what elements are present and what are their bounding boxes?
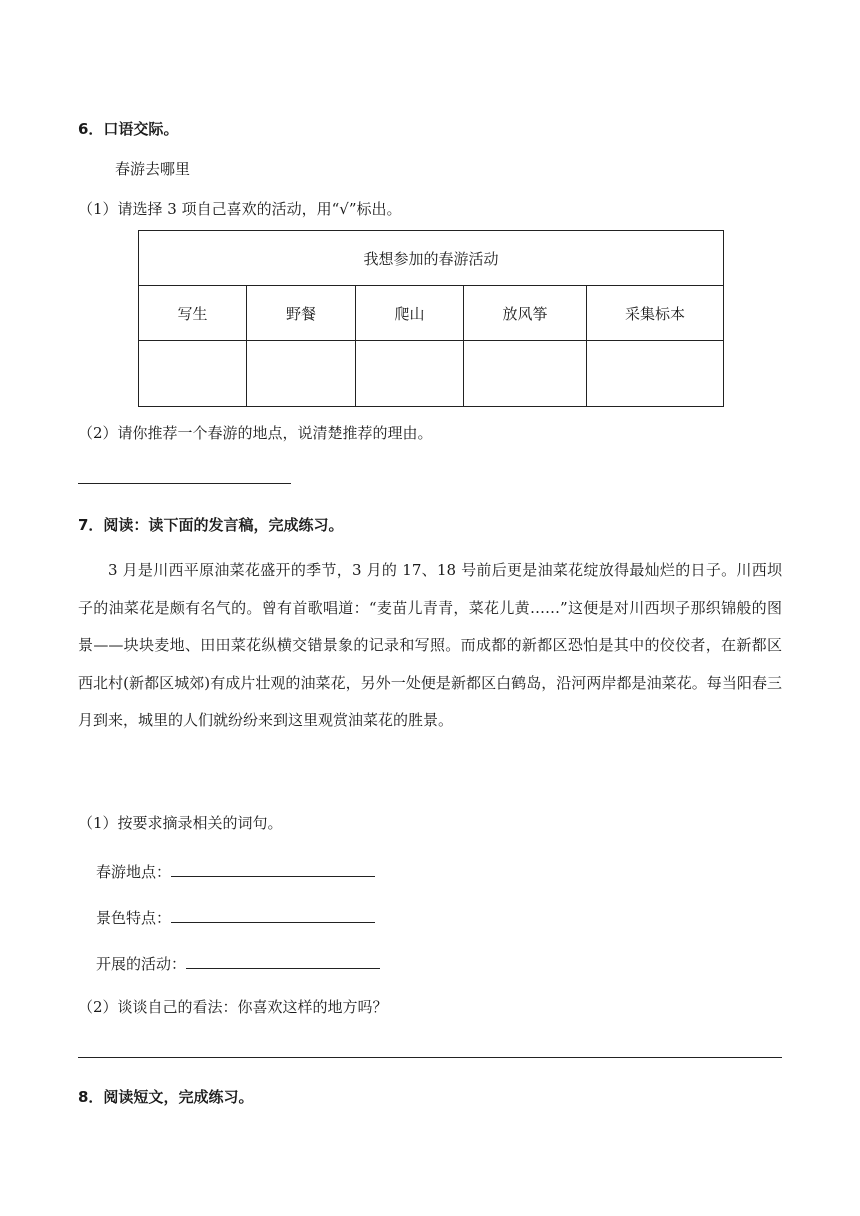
passage-text: 3 月是川西平原油菜花盛开的季节，3 月的 17、18 号前后更是油菜花绽放得最灿烂的日子。川西坝子的油菜花是颇有名气的。曾有首歌唱道：“麦苗儿青青，菜花儿黄……”这便是对川西坝子那织锦般的图景——块块麦地、田田菜花纵横交错景象的记录和写照。而成都的新都区恐怕是其中的佼佼者，在新都区西北村(新都区城郊)有成片壮观的油菜花，另外一处便是新都区白鹤岛，沿河两岸都是油菜花。每当阳春三月到来，城里的人们就纷纷来到这里观赏油菜花的胜景。 xyxy=(78,561,782,729)
activity-cell: 写生 xyxy=(139,286,247,341)
answer-line[interactable] xyxy=(78,483,291,484)
fill-label: 开展的活动： xyxy=(96,955,187,973)
answer-line[interactable] xyxy=(78,1057,782,1058)
activity-cell: 爬山 xyxy=(356,286,464,341)
activity-cell: 放风筝 xyxy=(464,286,587,341)
check-cell[interactable] xyxy=(247,341,356,407)
fill-row-activity xyxy=(96,950,380,974)
check-cell[interactable] xyxy=(356,341,464,407)
answer-blank[interactable] xyxy=(186,950,380,969)
check-cell[interactable] xyxy=(464,341,587,407)
activity-cell: 野餐 xyxy=(247,286,356,341)
answer-blank[interactable] xyxy=(171,904,375,923)
fill-row-scenery xyxy=(96,904,375,928)
q7-subquestion-2: （2）谈谈自己的看法：你喜欢这样的地方吗？ xyxy=(78,998,388,1016)
reading-passage xyxy=(78,552,782,740)
q6-subquestion-1: （1）请选择 3 项自己喜欢的活动，用“√”标出。 xyxy=(78,200,402,218)
fill-row-location xyxy=(96,858,375,882)
q6-topic: 春游去哪里 xyxy=(115,160,191,178)
activity-cell: 采集标本 xyxy=(587,286,724,341)
q7-subquestion-1: （1）按要求摘录相关的词句。 xyxy=(78,814,283,832)
question-7-title: 7．阅读：读下面的发言稿，完成练习。 xyxy=(78,516,344,534)
answer-blank[interactable] xyxy=(171,858,375,877)
q6-subquestion-2: （2）请你推荐一个春游的地点，说清楚推荐的理由。 xyxy=(78,424,433,442)
check-cell[interactable] xyxy=(139,341,247,407)
check-cell[interactable] xyxy=(587,341,724,407)
activity-table-header: 我想参加的春游活动 xyxy=(139,231,724,286)
question-6-title: 6．口语交际。 xyxy=(78,120,179,138)
question-8-title: 8．阅读短文，完成练习。 xyxy=(78,1088,254,1106)
fill-label: 景色特点： xyxy=(96,909,172,927)
activity-table xyxy=(138,230,724,407)
fill-label: 春游地点： xyxy=(96,863,172,881)
